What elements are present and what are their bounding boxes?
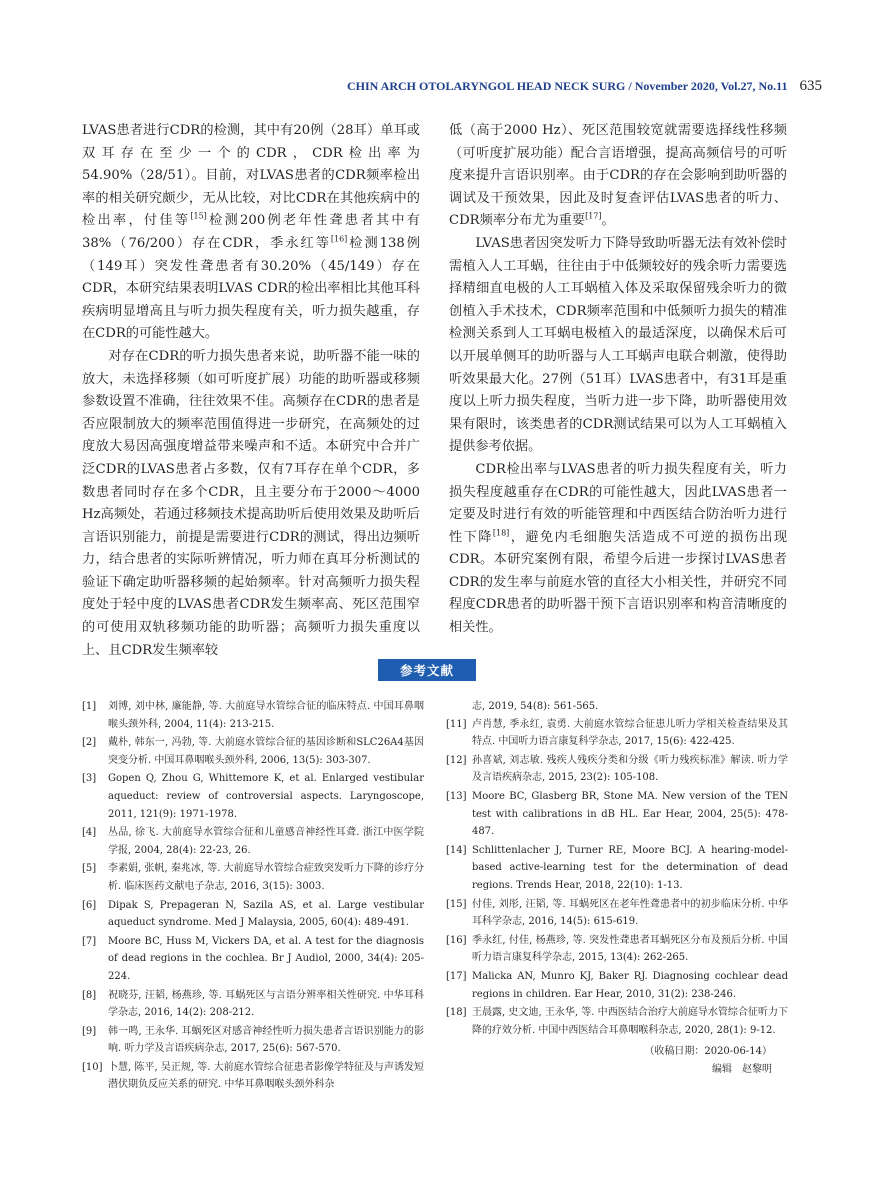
paragraph-text: 低（高于2000 Hz）、死区范围较宽就需要选择线性移频（可听度扩展功能）配合言语增强，提高高频信号的可听度来提升言语识别率。由于CDR的存在会影响到助听器的调试及干预效果，因此及时复查评估LVAS患者的听力、CDR频率分布尤为重要 [449,123,787,229]
reference-text: 戴朴, 韩东一, 冯勃, 等. 大前庭水管综合征的基因诊断和SLC26A4基因突变分析. 中国耳鼻咽喉头颈外科, 2006, 13(5): 303-307. [108,737,424,766]
citation-marker: [18] [492,528,510,538]
reference-text: Schlittenlacher J, Turner RE, Moore BCJ. A hearing-model-based active-learning test for the determination of dead regions. Trends Hear, 2018, 22(10): 1-13. [472,844,788,891]
reference-item [82,698,424,733]
reference-item [446,716,788,751]
reference-text: Dipak S, Prepageran N, Sazila AS, et al. Large vestibular aqueduct syndrome. Med J Malaysia, 2005, 60(4): 489-491. [108,899,424,929]
reference-text: 卜慧, 陈平, 吴正规, 等. 大前庭水管综合征患者影像学特征及与声诱发短潜伏期负反应关系的研究. 中华耳鼻咽喉头颈外科杂 [108,1061,424,1091]
reference-item [446,1004,788,1039]
reference-item [446,842,788,895]
paragraph-text: 检测200例老年性聋患者其中有38%（76/200）存在CDR，季永红等 [82,213,420,251]
reference-list-right [446,698,788,1078]
reference-number: [1] [82,701,97,712]
editor-credit: 编辑 赵黎明 [712,1063,772,1075]
reference-number: [15] [446,898,467,910]
paragraph-text: 检测138例（149耳）突发性聋患者有30.20%（45/149）存在CDR，本研究结果表明LVAS CDR的检出率相比其他耳科疾病明显增高且与听力损失程度有关，听力损失越重，存在CDR的可能性越大。 [82,235,420,342]
reference-text: Moore BC, Glasberg BR, Stone MA. New version of the TEN test with calibrations in dB HL. Ear Hear, 2004, 25(5): 478-487. [472,790,788,838]
reference-number: [18] [446,1007,467,1019]
reference-item [446,788,788,841]
reference-number: [8] [82,989,97,1001]
reference-number: [12] [446,754,467,766]
references-heading: 参考文献 [378,659,476,681]
reference-item [446,896,788,931]
citation-marker: [17] [585,211,602,221]
reference-number: [6] [82,899,97,911]
reference-text: 韩一鸣, 王永华. 耳蜗死区对感音神经性听力损失患者言语识别能力的影响. 听力学及言语疾病杂志, 2017, 25(6): 567-570. [108,1025,424,1055]
reference-item [446,752,788,787]
reference-text: Moore BC, Huss M, Vickers DA, et al. A test for the diagnosis of dead regions in the cochlea. Br J Audiol, 2000, 34(4): 205-224. [108,935,424,982]
reference-text: 丛品, 徐飞. 大前庭导水管综合征和儿童感音神经性耳聋. 浙江中医学院学报, 2004, 28(4): 22-23, 26. [108,827,424,856]
reference-text: 祝晓芬, 汪韬, 杨燕珍, 等. 耳蜗死区与言语分辨率相关性研究. 中华耳科学杂志, 2016, 14(2): 208-212. [108,989,424,1019]
reference-number: [9] [82,1025,97,1037]
reference-text: Gopen Q, Zhou G, Whittemore K, et al. Enlarged vestibular aqueduct: review of controversial aspects. Laryngoscope, 2011, 121(9): 1971-1978. [108,773,424,820]
reference-item [82,734,424,769]
paragraph [449,120,787,233]
received-date: （收稿日期：2020-06-14） [644,1046,772,1058]
reference-text: 季永红, 付佳, 杨燕珍, 等. 突发性聋患者耳蜗死区分布及预后分析. 中国听力语言康复科学杂志, 2015, 13(4): 262-265. [472,934,788,964]
paragraph-text: ，避免内毛细胞失活造成不可逆的损伤出现CDR。本研究案例有限，希望今后进一步探讨LVAS患者CDR的发生率与前庭水管的直径大小相关性，并研究不同程度CDR患者的助听器干预下言语识别率和构音清晰度的相关性。 [449,529,788,636]
paragraph-text: 对存在CDR的听力损失患者来说，助听器不能一味的放大，未选择移频（如可听度扩展）功能的助听器或移频参数设置不准确，往往效果不佳。高频存在CDR的患者是否应限制放大的频率范围值得进一步研究，在高频处的过度放大易因高强度增益带来噪声和不适。本研究中合并广泛CDR的LVAS患者占多数，仅有7耳存在单个CDR，多数患者同时存在多个CDR，且主要分布于2000～4000 Hz高频处，若通过移频技术提高助听后使用效果及助听后言语识别能力，前提是需要进行CDR的测试，得出边频听力，结合患者的实际听辨情况，听力师在真耳分析测试的验证下确定助听器移频的起始频率。针对高频听力损失程度处于轻中度的LVAS患者CDR发生频率高、死区范围窄的可使用双轨移频功能的助听器；高频听力损失重度以上、且CDR发生频率较 [82,348,420,658]
running-head [347,78,822,95]
reference-item [82,1023,424,1058]
journal-citation: CHIN ARCH OTOLARYNGOL HEAD NECK SURG / November 2020, Vol.27, No.11 [346,79,788,93]
paragraph-text: LVAS患者因突发听力下降导致助听器无法有效补偿时需植入人工耳蜗，往往由于中低频较好的残余听力需要选择精细直电极的人工耳蜗植入体及采取保留残余听力的微创植入手术技术，CDR频率范围和中低频听力损失的精准检测关系到人工耳蜗电极植入的最适深度，以确保术后可以开展单侧耳的助听器与人工耳蜗声电联合刺激，使得助听效果最大化。27例（51耳）LVAS患者中，有31耳是重度以上听力损失程度，当听力进一步下降，助听器使用效果有限时，该类患者的CDR测试结果可以为人工耳蜗植入提供参考依据。 [449,235,787,455]
reference-number: [11] [446,718,467,730]
reference-number: [7] [82,935,97,947]
reference-item [446,968,788,1003]
reference-text: 王晨露, 史文迪, 王永华, 等. 中西医结合治疗大前庭导水管综合征听力下降的疗效分析. 中国中西医结合耳鼻咽喉科杂志, 2020, 28(1): 9-12. [472,1007,788,1036]
reference-continuation: 志, 2019, 54(8): 561-565. [472,701,599,712]
paragraph [82,120,420,346]
reference-text: Malicka AN, Munro KJ, Baker RJ. Diagnosing cochlear dead regions in children. Ear Hear, 2010, 31(2): 238-246. [472,970,788,1000]
body-column-right [449,120,787,640]
page-number: 635 [799,78,822,94]
paragraph-text: 。 [601,213,615,229]
reference-number: [10] [82,1061,103,1073]
reference-list-left [82,698,424,1095]
reference-number: [4] [82,827,97,839]
reference-text: 付佳, 刘彤, 汪韬, 等. 耳蜗死区在老年性聋患者中的初步临床分析. 中华耳科学杂志, 2016, 14(5): 615-619. [472,898,788,928]
reference-number: [5] [82,863,97,875]
reference-number: [16] [446,934,467,946]
body-column-left [82,120,420,662]
citation-marker: [16] [330,234,348,244]
reference-item [446,932,788,967]
reference-number: [2] [82,737,97,749]
reference-text: 孙喜斌, 刘志敏. 残疾人残疾分类和分级《听力残疾标准》解读. 听力学及言语疾病杂志, 2015, 23(2): 105-108. [472,754,788,784]
paragraph [449,459,787,640]
reference-item [82,897,424,932]
reference-number: [13] [446,790,467,802]
paragraph-text: CDR检出率与LVAS患者的听力损失程度有关，听力损失程度越重存在CDR的可能性越大，因此LVAS患者一定要及时进行有效的听能管理和中西医结合防治听力进行性下降 [449,461,787,545]
reference-number: [14] [446,844,467,856]
paragraph [449,233,787,459]
reference-item [82,770,424,823]
reference-item [82,860,424,895]
reference-number: [3] [82,773,97,785]
paragraph-text: LVAS患者进行CDR的检测，其中有20例（28耳）单耳或双耳存在至少一个的CDR，CDR检出率为54.90%（28/51）。目前，对LVAS患者的CDR频率检出率的相关研究颇少，无从比较，对比CDR在其他疾病中的检出率，付佳等 [82,123,420,229]
reference-number: [17] [446,970,467,982]
reference-item [82,1059,424,1094]
reference-item [82,987,424,1022]
citation-marker: [15] [190,211,207,221]
reference-item [82,933,424,986]
reference-item [82,824,424,859]
reference-text: 李素娟, 张帆, 秦兆冰, 等. 大前庭导水管综合症致突发听力下降的诊疗分析. 临床医药文献电子杂志, 2016, 3(15): 3003. [108,863,424,892]
reference-text: 卢肖慧, 季永红, 袁勇. 大前庭水管综合征患儿听力学相关检查结果及其特点. 中国听力语言康复科学杂志, 2017, 15(6): 422-425. [472,718,788,748]
reference-text: 刘博, 刘中林, 廉能静, 等. 大前庭导水管综合征的临床特点. 中国耳鼻咽喉头颈外科, 2004, 11(4): 213-215. [108,701,424,730]
paragraph [82,346,420,662]
